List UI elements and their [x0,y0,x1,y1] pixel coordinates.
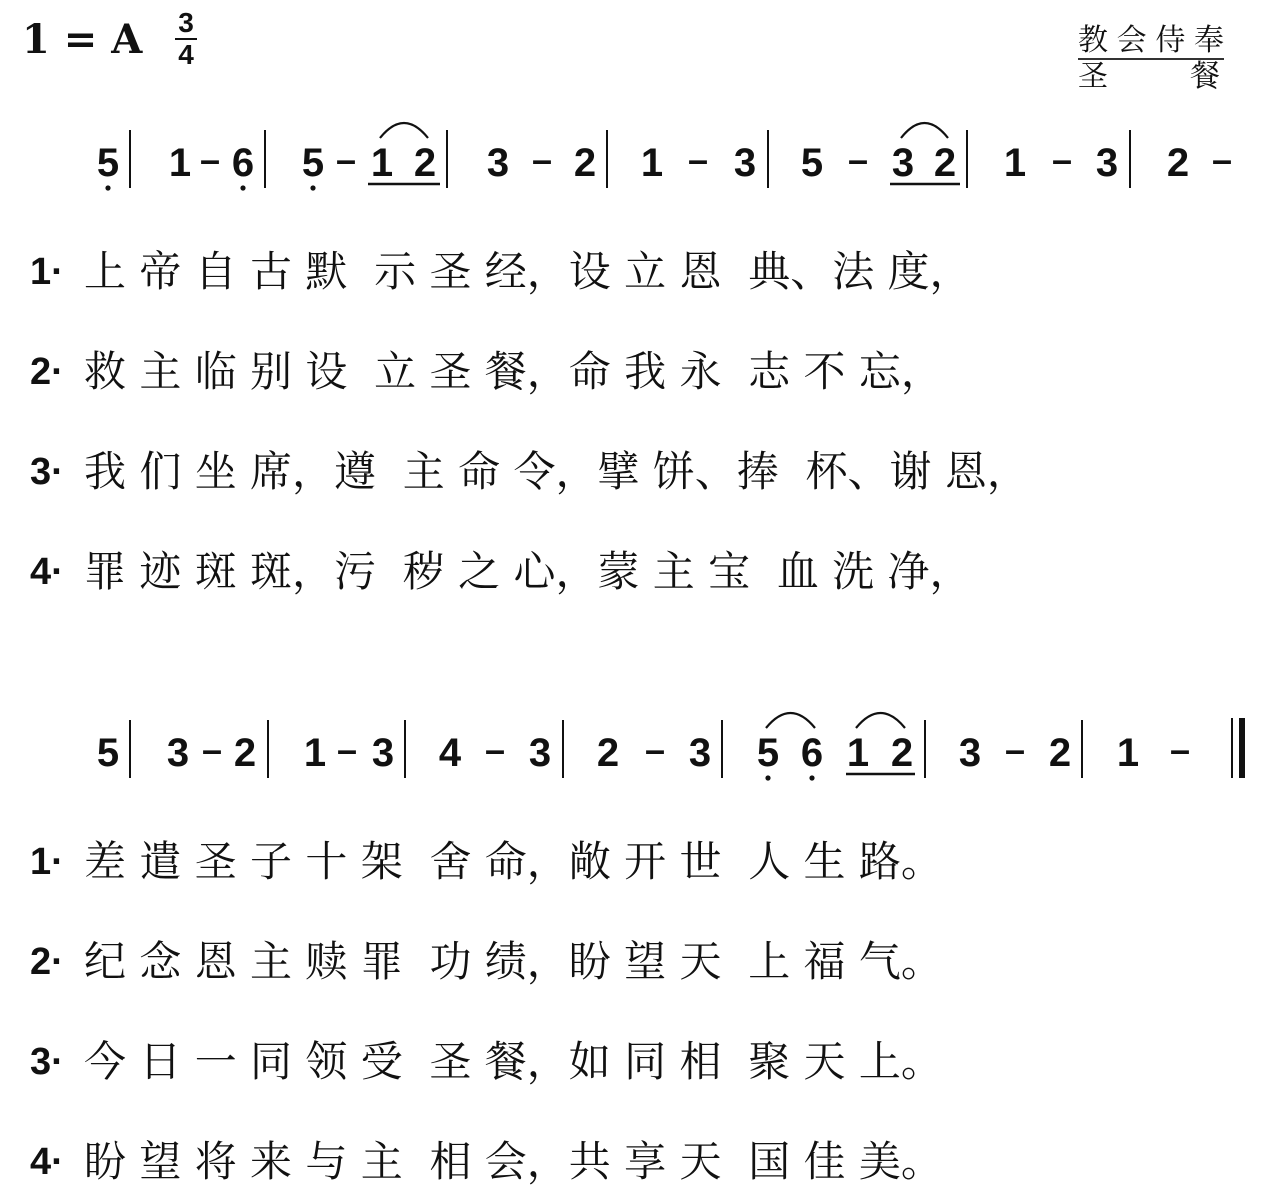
verse-line [30,832,1250,892]
category-subline [1078,60,1224,94]
time-signature [174,8,198,70]
verse-line [30,442,1250,502]
note-2: 2 [596,731,620,775]
note-1: 1 [1116,731,1140,775]
note-5: 5 [800,141,824,185]
note-3: 3 [371,731,395,775]
note-3: 3 [958,731,982,775]
lyric-text: 今 日 一 同 领 受 圣 餐，如 同 相 聚 天 上。 [84,1037,943,1086]
key-signature: 1 = A [22,16,143,63]
note-5: 5 [96,731,120,775]
verse-line [30,342,1250,402]
lyric-text: 盼 望 将 来 与 主 相 会，共 享 天 国 佳 美。 [84,1137,943,1186]
note-3: 3 [486,141,510,185]
slur-arc [856,713,905,728]
notation-staff-1 [0,110,1266,200]
note-3: 3 [891,141,915,185]
note-3: 3 [733,141,757,185]
dash-extension: – [531,139,553,180]
dash-extension: – [484,729,506,770]
verse-line [30,542,1250,602]
verse-line [30,1132,1250,1192]
verse-number: 2· [30,941,64,983]
note-1: 1 [370,141,394,185]
note-2: 2 [890,731,914,775]
note-2: 2 [573,141,597,185]
dash-extension: – [687,139,709,180]
dash-extension: – [199,139,221,180]
lyric-text: 我 们 坐 席，遵 主 命 令，擘 饼、捧 杯、谢 恩， [84,447,1029,496]
time-signature-bottom: 4 [178,39,194,70]
category-line: 教会侍奉 [1078,23,1224,58]
note-5: 5 [96,141,120,185]
octave-dot-below [765,775,770,780]
note-5: 5 [301,141,325,185]
lyric-text: 纪 念 恩 主 赎 罪 功 绩，盼 望 天 上 福 气。 [84,937,943,986]
note-2: 2 [233,731,257,775]
verse-number: 2· [30,351,64,393]
notation-staff-2 [0,700,1266,790]
dash-extension: – [1169,729,1191,770]
note-5: 5 [756,731,780,775]
note-1: 1 [168,141,192,185]
note-2: 2 [1048,731,1072,775]
dash-extension: – [335,139,357,180]
verse-number: 1· [30,841,64,883]
category-sub-char-1: 圣 [1078,59,1108,94]
dash-extension: – [1211,139,1233,180]
note-2: 2 [1166,141,1190,185]
octave-dot-below [240,185,245,190]
time-signature-top: 3 [178,7,194,38]
verse-line [30,932,1250,992]
lyric-text: 上 帝 自 古 默 示 圣 经，设 立 恩 典、法 度， [84,247,972,296]
verse-number: 1· [30,251,64,293]
note-6: 6 [231,141,255,185]
note-4: 4 [438,731,462,775]
verse-number: 3· [30,451,64,493]
verse-block-1 [30,242,1250,602]
category-sub-char-2: 餐 [1190,59,1220,94]
octave-dot-below [105,185,110,190]
lyric-text: 罪 迹 斑 斑，污 秽 之 心，蒙 主 宝 血 洗 净， [84,547,972,596]
verse-line [30,242,1250,302]
note-3: 3 [528,731,552,775]
octave-dot-below [310,185,315,190]
note-2: 2 [933,141,957,185]
hymn-category [1078,24,1224,94]
lyric-text: 救 主 临 别 设 立 圣 餐，命 我 永 志 不 忘， [84,347,943,396]
verse-number: 3· [30,1041,64,1083]
dash-extension: – [1051,139,1073,180]
slur-arc [380,123,428,138]
verse-block-2 [30,832,1250,1192]
verse-number: 4· [30,1141,64,1183]
verse-line [30,1032,1250,1092]
dash-extension: – [201,729,223,770]
note-1: 1 [846,731,870,775]
octave-dot-below [809,775,814,780]
lyric-text: 差 遣 圣 子 十 架 舍 命，敞 开 世 人 生 路。 [84,837,943,886]
verse-number: 4· [30,551,64,593]
note-1: 1 [640,141,664,185]
slur-arc [901,123,948,138]
note-6: 6 [800,731,824,775]
note-3: 3 [688,731,712,775]
note-1: 1 [303,731,327,775]
note-2: 2 [413,141,437,185]
dash-extension: – [1004,729,1026,770]
note-3: 3 [166,731,190,775]
dash-extension: – [847,139,869,180]
note-1: 1 [1003,141,1027,185]
slur-arc [766,713,815,728]
dash-extension: – [336,729,358,770]
dash-extension: – [644,729,666,770]
note-3: 3 [1095,141,1119,185]
